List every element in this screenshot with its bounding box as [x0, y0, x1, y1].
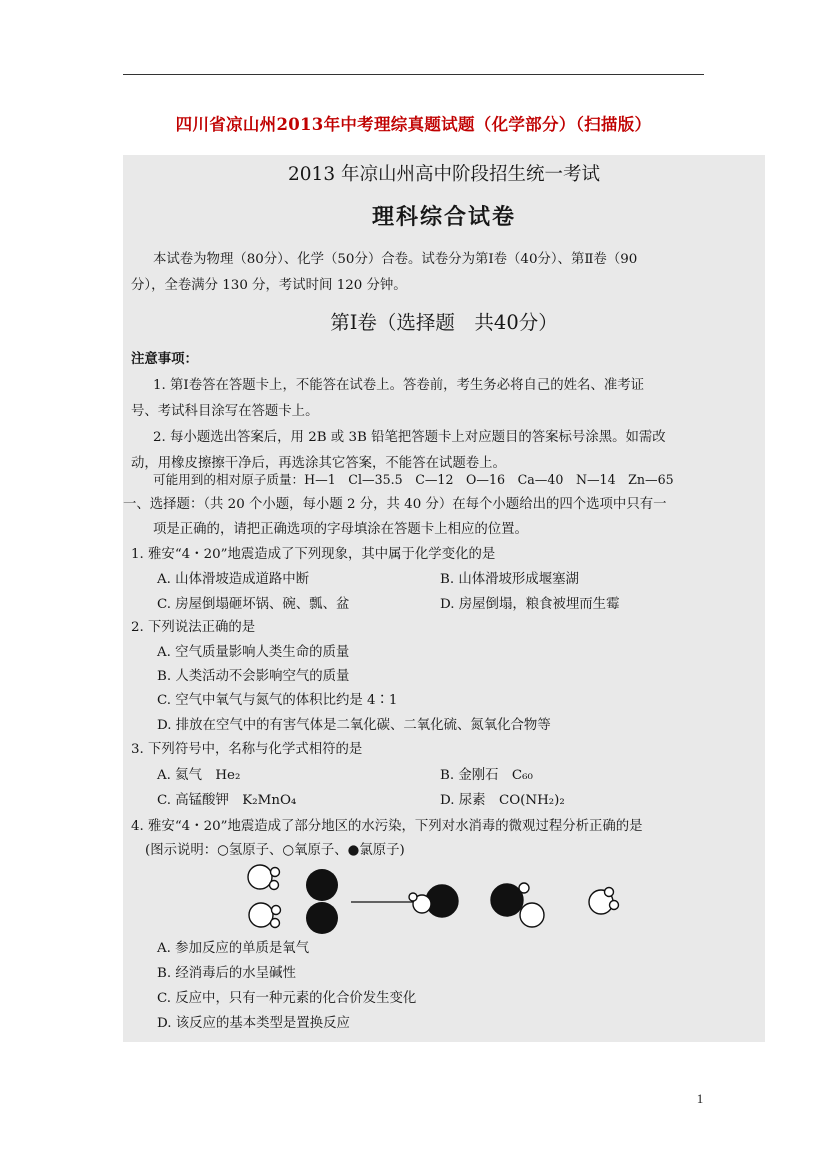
notice-1b: 号、考试科目涂写在答题卡上。	[131, 404, 319, 419]
q1-stem: 1. 雅安“4・20”地震造成了下列现象，其中属于化学变化的是	[131, 547, 496, 562]
page-number: 1	[696, 1091, 704, 1106]
section-1a: 一、选择题：（共 20 个小题，每小题 2 分，共 40 分）在每个小题给出的四个选项中只有一	[123, 497, 667, 512]
exam-title: 2013 年凉山州高中阶段招生统一考试	[288, 164, 600, 185]
q2-option-d: D. 排放在空气中的有害气体是二氧化碳、二氧化硫、氮氧化合物等	[157, 718, 551, 733]
q4-stem: 4. 雅安“4・20”地震造成了部分地区的水污染，下列对水消毒的微观过程分析正确的是	[131, 819, 643, 834]
intro-line-1: 本试卷为物理（80分）、化学（50分）合卷。试卷分为第Ⅰ卷（40分）、第Ⅱ卷（90	[153, 252, 638, 267]
q4-option-a: A. 参加反应的单质是氧气	[157, 941, 310, 956]
water-molecule-icon	[249, 903, 281, 928]
q1-option-c: C. 房屋倒塌砸坏锅、碗、瓢、盆	[157, 597, 350, 612]
q1-option-a: A. 山体滑坡造成道路中断	[157, 572, 310, 587]
q1-option-d: D. 房屋倒塌，粮食被埋而生霉	[440, 597, 620, 612]
q3-option-b: B. 金刚石 C₆₀	[440, 768, 533, 783]
q4-legend: (图示说明：○氢原子、○氧原子、●氯原子)	[145, 843, 405, 858]
section-1b: 项是正确的，请把正确选项的字母填涂在答题卡上相应的位置。	[153, 522, 528, 537]
notice-2a: 2. 每小题选出答案后，用 2B 或 3B 铅笔把答题卡上对应题目的答案标号涂黑。如需改	[153, 430, 666, 445]
scanned-exam-page	[123, 155, 765, 1042]
q2-stem: 2. 下列说法正确的是	[131, 620, 256, 635]
intro-line-2: 分），全卷满分 130 分，考试时间 120 分钟。	[131, 278, 407, 293]
notice-1a: 1. 第Ⅰ卷答在答题卡上，不能答在试卷上。答卷前，考生务必将自己的姓名、准考证	[153, 378, 644, 393]
q2-option-c: C. 空气中氧气与氮气的体积比约是 4∶1	[157, 693, 398, 708]
q4-option-b: B. 经消毒后的水呈碱性	[157, 966, 296, 981]
q1-option-b: B. 山体滑坡形成堰塞湖	[440, 572, 579, 587]
q4-option-c: C. 反应中，只有一种元素的化合价发生变化	[157, 991, 417, 1006]
notice-heading: 注意事项：	[131, 351, 198, 367]
water-molecule-icon	[248, 865, 280, 890]
q2-option-a: A. 空气质量影响人类生命的质量	[157, 645, 350, 660]
chlorine-molecule-icon	[306, 869, 338, 934]
q3-option-a: A. 氦气 He₂	[157, 768, 241, 783]
part-title: 第Ⅰ卷（选择题 共40分）	[330, 311, 558, 334]
q3-option-d: D. 尿素 CO(NH₂)₂	[440, 793, 565, 808]
atomic-masses: 可能用到的相对原子质量：H—1 Cl—35.5 C—12 O—16 Ca—40 N—14 Zn—65	[153, 472, 674, 487]
notice-2b: 动，用橡皮擦擦干净后，再选涂其它答案，不能答在试题卷上。	[131, 456, 506, 471]
q3-option-c: C. 高锰酸钾 K₂MnO₄	[157, 793, 297, 808]
reaction-diagram	[123, 155, 765, 1042]
exam-subtitle: 理科综合试卷	[371, 204, 516, 230]
document-title: 四川省凉山州2013年中考理综真题试题（化学部分）（扫描版）	[175, 115, 652, 134]
q3-stem: 3. 下列符号中，名称与化学式相符的是	[131, 742, 363, 757]
water-molecule-icon	[589, 888, 619, 915]
q4-option-d: D. 该反应的基本类型是置换反应	[157, 1016, 350, 1031]
hclo-molecule-icon	[409, 885, 458, 917]
header-rule	[123, 74, 704, 75]
q2-option-b: B. 人类活动不会影响空气的质量	[157, 669, 350, 684]
hcl-molecule-icon	[491, 883, 544, 927]
